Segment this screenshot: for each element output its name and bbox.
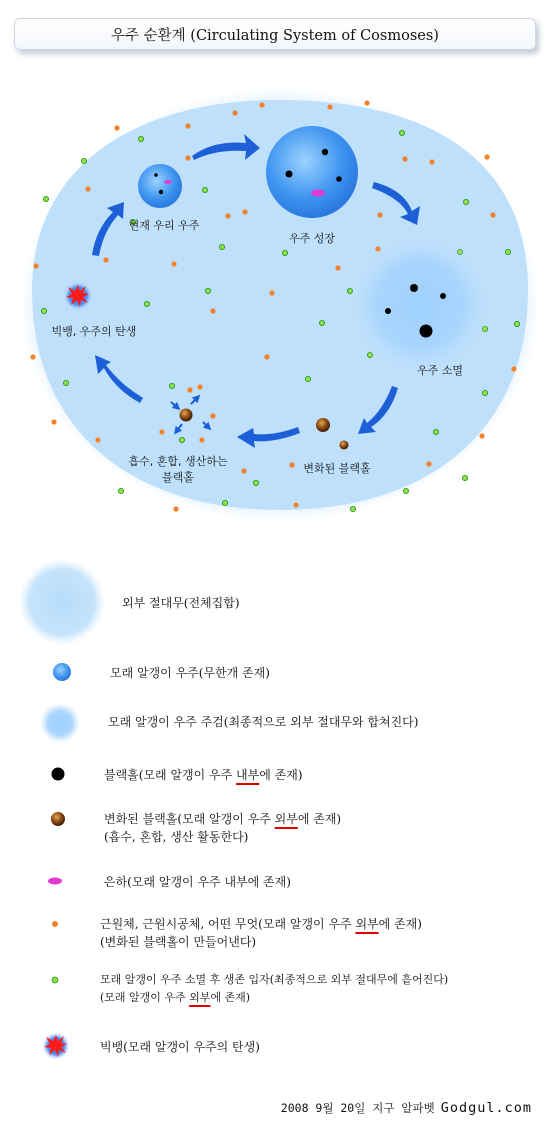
green-particle [43,196,48,201]
transformed-blackhole-small [340,441,349,450]
orange-particle [259,102,264,107]
green-particle [205,288,210,293]
orange-particle [242,209,247,214]
orange-particle [293,502,298,507]
orange-particle [490,212,495,217]
legend-transformed-blackhole: 변화된 블랙홀(모래 알갱이 우주 외부에 존재) (흡수, 혼합, 생산 활동한다) [104,812,342,844]
green-particle-icon [52,977,58,983]
orange-particle [199,437,204,442]
orange-particle [241,468,246,473]
label-absorbing-line1: 흡수, 혼합, 생산하는 [128,455,228,468]
green-particle [169,383,174,388]
orange-particle [327,104,332,109]
legend-orange-particle: 근원체, 근원시공체, 어떤 무엇(모래 알갱이 우주 외부에 존재) (변화된 블랙홀이 만들어낸다) [100,917,422,949]
green-particle [319,320,324,325]
legend-big-bang: 빅뱅(모래 알갱이 우주의 탄생) [100,1040,260,1054]
orange-particle [185,123,190,128]
orange-particle [51,419,56,424]
label-transformed-blackhole: 변화된 블랙홀 [303,462,371,475]
green-particle [41,308,46,313]
orange-particle [173,506,178,511]
green-particle [462,475,467,480]
dead-universe [348,233,492,377]
orange-particle [33,263,38,268]
green-particle [118,488,123,493]
label-universe-extinction: 우주 소멸 [416,364,464,377]
green-particle [399,130,404,135]
green-particle [81,158,86,163]
orange-particle [289,462,294,467]
green-particle [144,301,149,306]
orange-particle [269,290,274,295]
green-particle [350,506,355,511]
legend-galaxy: 은하(모래 알갱이 우주 내부에 존재) [104,875,291,889]
green-particle [63,380,68,385]
orange-particle [185,155,190,160]
orange-particle [159,429,164,434]
label-universe-growth: 우주 성장 [288,232,336,245]
orange-particle [264,354,269,359]
orange-particle [402,156,407,161]
orange-particle [197,384,202,389]
green-particle [222,500,227,505]
green-particle [138,136,143,141]
absolute-void-icon [18,558,106,646]
green-particle [202,187,207,192]
big-bang [63,281,93,311]
footer-date: 2008 9월 20일 지구 알파벳 [280,1101,435,1115]
green-particle [505,249,510,254]
sand-grain-universe-icon [53,663,71,681]
green-particle [482,390,487,395]
dead-universe-icon [40,703,80,743]
label-big-bang: 빅뱅, 우주의 탄생 [51,325,137,338]
transformed-blackhole-large [316,418,330,432]
growing-universe [266,126,358,218]
green-particle [282,250,287,255]
current-universe [138,164,182,208]
orange-particle [30,354,35,359]
footer-credit [281,1100,532,1116]
green-particle [514,321,519,326]
orange-particle [335,265,340,270]
transformed-blackhole-icon [51,812,65,826]
galaxy-icon [48,878,62,885]
orange-particle [95,437,100,442]
footer-site: Godgul.com [440,1100,532,1116]
orange-particle [103,257,108,262]
green-particle [463,199,468,204]
green-particle [179,437,184,442]
orange-particle-icon [52,921,58,927]
orange-particle [484,154,489,159]
big-bang-icon [42,1032,70,1060]
orange-particle [187,387,192,392]
legend-icons [18,558,106,1060]
legend-green-particle: 모래 알갱이 우주 소멸 후 생존 입자(최종적으로 외부 절대무에 흩어진다) (모래 알갱이 우주 외부에 존재) [100,973,449,1004]
orange-particle [377,212,382,217]
orange-particle [429,159,434,164]
legend-dead-universe: 모래 알갱이 우주 주검(최종적으로 외부 절대무와 합쳐진다) [108,715,419,729]
orange-particle [426,461,431,466]
orange-particle [171,261,176,266]
legend-blackhole: 블랙홀(모래 알갱이 우주 내부에 존재) [104,768,303,782]
green-particle [253,480,258,485]
orange-particle [210,413,215,418]
orange-particle [511,366,516,371]
orange-particle [114,125,119,130]
green-particle [305,376,310,381]
orange-particle [85,186,90,191]
legend-sand-grain-universe: 모래 알갱이 우주(무한개 존재) [110,666,270,680]
green-particle [219,244,224,249]
label-current-universe: 현재 우리 우주 [128,219,200,232]
green-particle [403,488,408,493]
blackhole-icon [52,768,65,781]
orange-particle [364,100,369,105]
page-title: 우주 순환계 (Circulating System of Cosmoses) [14,18,536,50]
orange-particle [225,213,230,218]
label-absorbing-line2: 블랙홀 [162,471,194,484]
orange-particle [479,433,484,438]
legend-absolute-void: 외부 절대무(전체집합) [122,596,240,610]
orange-particle [232,110,237,115]
green-particle [433,429,438,434]
orange-particle [210,308,215,313]
